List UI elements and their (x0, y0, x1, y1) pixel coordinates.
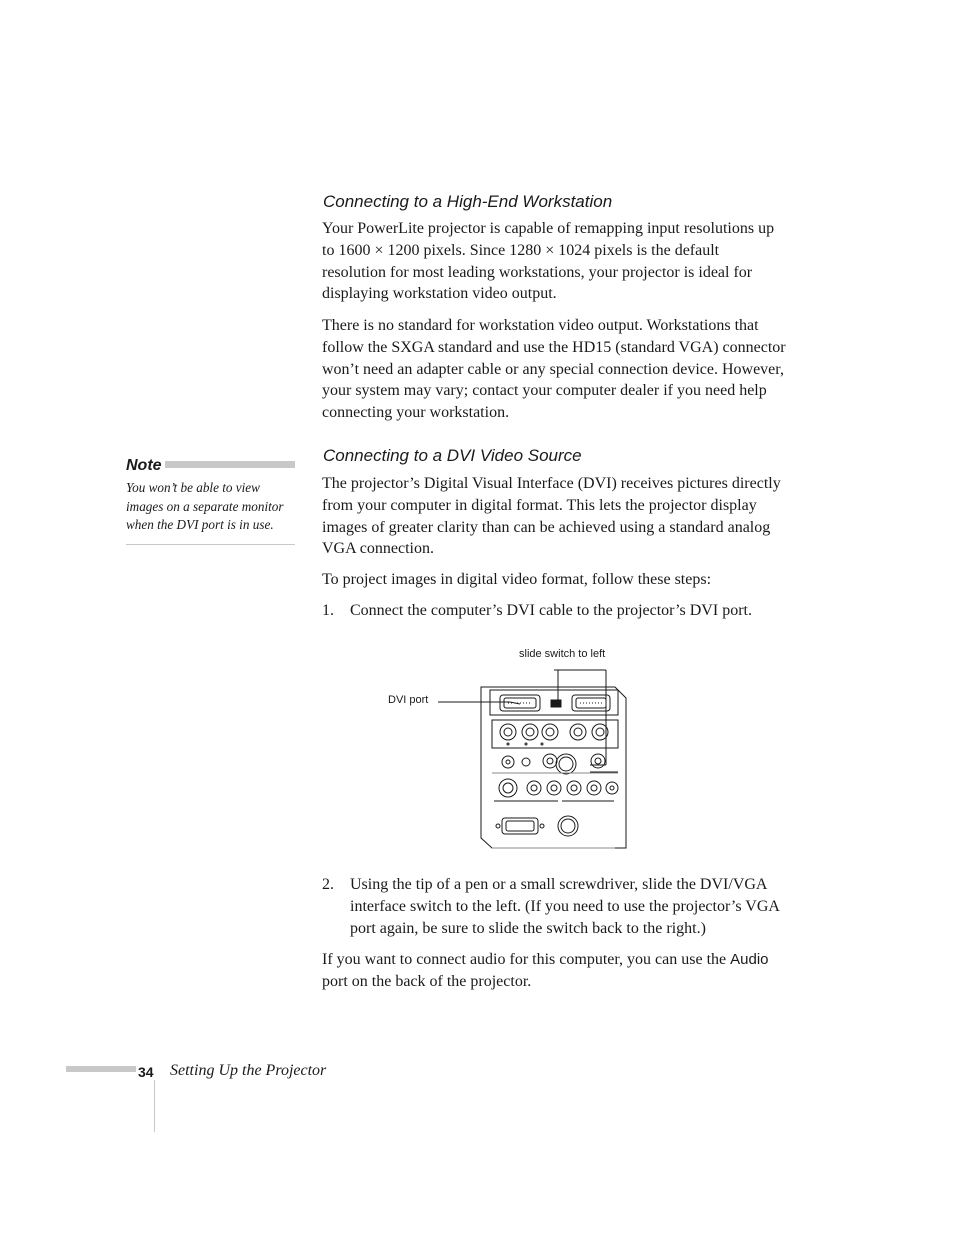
audio-port-label: Audio (730, 951, 769, 968)
note-label: Note (126, 457, 165, 475)
step-1-text: Connect the computer’s DVI cable to the projector’s DVI port. (350, 602, 752, 619)
note-text: You won’t be able to view images on a separate monitor when the DVI port is in use. (126, 480, 284, 532)
paragraph-resolution: Your PowerLite projector is capable of remapping input resolutions up to 1600 × 1200 pixels. Since 1280 × 1024 pixels is the default resolution for most leading workstations, your projector is ideal for displaying workstation video output. (322, 220, 775, 303)
paragraph-workstation-output: There is no standard for workstation video output. Workstations that follow the SXGA standard and use the HD15 (standard VGA) connector won’t need an adapter cable or any special connection device. However, your system may vary; contact your computer dealer if you need help connecting your workstation. (322, 317, 786, 422)
figure-label-switch: slide switch to left (519, 648, 606, 660)
paragraph-audio (322, 949, 787, 993)
footer-chapter-title: Setting Up the Projector (170, 1062, 327, 1079)
page-number: 34 (138, 1064, 154, 1080)
note-bottom-rule (126, 544, 295, 545)
section-heading-dvi: Connecting to a DVI Video Source (323, 446, 582, 465)
figure-label-dvi-port: DVI port (388, 694, 429, 706)
projector-connector-panel-illustration (430, 660, 635, 855)
paragraph-steps-intro: To project images in digital video format, follow these steps: (322, 571, 712, 588)
step-1-number: 1. (322, 602, 334, 619)
step-2-number: 2. (322, 876, 334, 893)
step-2-text: Using the tip of a pen or a small screwdriver, slide the DVI/VGA interface switch to the left. (If you need to use the projector’s VGA port again, be sure to slide the switch back to the right.) (350, 876, 780, 937)
audio-text-after: port on the back of the projector. (322, 972, 532, 990)
paragraph-dvi-intro: The projector’s Digital Visual Interface (DVI) receives pictures directly from your computer in digital format. This lets the projector display images of greater clarity than can be achieved using a standard analog VGA connection. (322, 475, 781, 558)
audio-text-before: If you want to connect audio for this computer, you can use the (322, 951, 731, 968)
section-heading-workstation: Connecting to a High-End Workstation (323, 192, 613, 211)
